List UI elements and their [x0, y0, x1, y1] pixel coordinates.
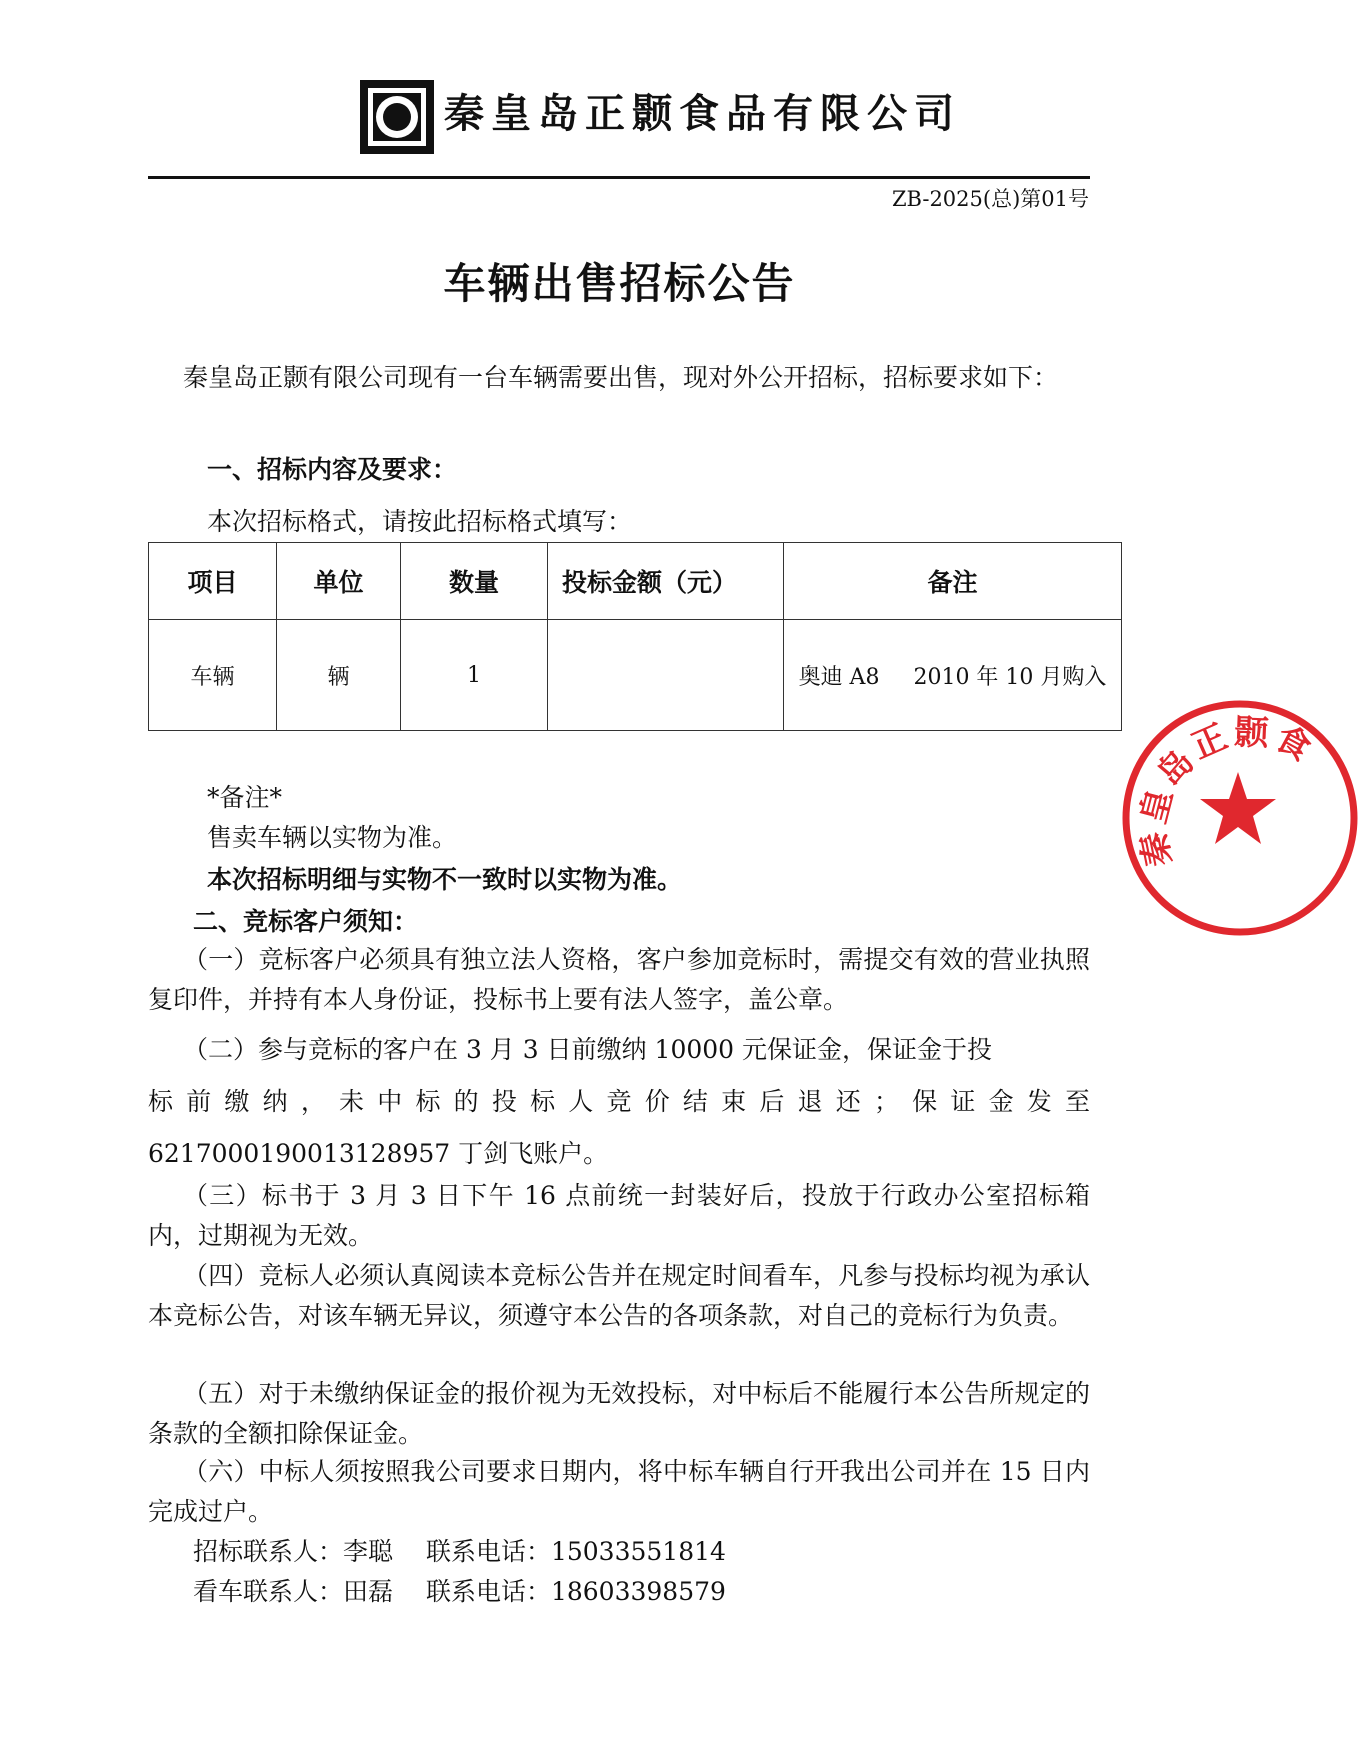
page-title: 车辆出售招标公告 [443, 259, 796, 308]
cell-item: 车辆 [149, 620, 277, 731]
section1-heading: 一、招标内容及要求： [207, 455, 458, 484]
header-amount: 投标金额（元） [548, 543, 784, 620]
company-logo-icon [360, 80, 434, 154]
clause-4: （四）竞标人必须认真阅读本竞标公告并在规定时间看车，凡参与投标均视为承认本竞标公告，对该车辆无异议，须遵守本公告的各项条款，对自己的竞标行为负责。 [148, 1261, 1090, 1330]
header-remark: 备注 [784, 543, 1122, 620]
document-number: ZB-2025(总)第01号 [891, 187, 1089, 211]
seal-text: 秦皇岛正颢食 [1132, 712, 1321, 870]
table-header-row [149, 543, 1122, 620]
notes-line2: 本次招标明细与实物不一致时以实物为准。 [207, 865, 683, 894]
clause-2-line3: 6217000190013128957 丁剑飞账户。 [148, 1139, 609, 1168]
clause-2-line1: （二）参与竞标的客户在 3 月 3 日前缴纳 10000 元保证金，保证金于投 [183, 1035, 993, 1064]
intro-paragraph: 秦皇岛正颢有限公司现有一台车辆需要出售，现对外公开招标，招标要求如下： [183, 363, 1059, 392]
company-seal-icon [1120, 698, 1360, 938]
notes-line1: 售卖车辆以实物为准。 [207, 823, 458, 852]
remark-model: 奥迪 A8 [798, 664, 880, 690]
notes-label: *备注* [207, 783, 283, 812]
header-divider [148, 176, 1090, 179]
header-item: 项目 [149, 543, 277, 620]
view-contact: 看车联系人：田磊 联系电话：18603398579 [193, 1577, 726, 1606]
header-quantity: 数量 [401, 543, 548, 620]
bid-table [148, 542, 1122, 731]
format-note: 本次招标格式，请按此招标格式填写： [207, 507, 633, 536]
clause-6: （六）中标人须按照我公司要求日期内，将中标车辆自行开我出公司并在 15 日内完成过户。 [148, 1457, 1090, 1526]
remark-date: 2010 年 10 月购入 [913, 664, 1107, 690]
clause-5: （五）对于未缴纳保证金的报价视为无效投标，对中标后不能履行本公告所规定的条款的全额扣除保证金。 [148, 1379, 1090, 1448]
section2-heading: 二、竞标客户须知： [193, 907, 419, 936]
cell-remark [784, 620, 1122, 731]
cell-amount [548, 620, 784, 731]
bid-contact: 招标联系人：李聪 联系电话：15033551814 [193, 1537, 726, 1566]
company-name: 秦皇岛正颢食品有限公司 [444, 91, 961, 137]
cell-unit: 辆 [277, 620, 401, 731]
clause-3: （三）标书于 3 月 3 日下午 16 点前统一封装好后，投放于行政办公室招标箱内，过期视为无效。 [148, 1181, 1090, 1250]
header-unit: 单位 [277, 543, 401, 620]
table-row [149, 620, 1122, 731]
cell-quantity: 1 [401, 620, 548, 731]
clause-1: （一）竞标客户必须具有独立法人资格，客户参加竞标时，需提交有效的营业执照复印件，并持有本人身份证，投标书上要有法人签字，盖公章。 [148, 945, 1090, 1014]
clause-2-line2: 标前缴纳，未中标的投标人竞价结束后退还；保证金发至 [148, 1087, 1090, 1116]
